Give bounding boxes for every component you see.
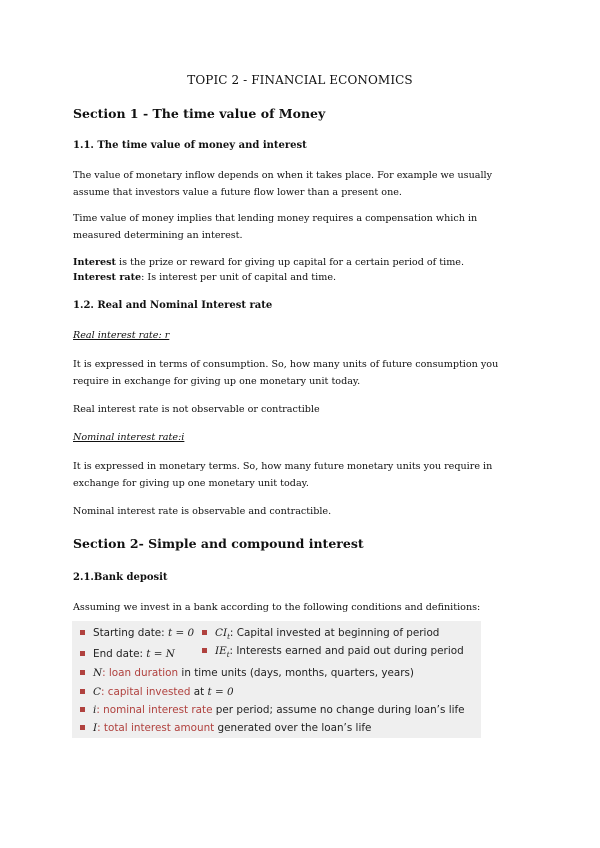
start-date-label: Starting date: xyxy=(93,627,165,639)
nominal-interest-label: Nominal interest rate:i xyxy=(73,432,185,443)
paragraph-monetary-inflow: The value of monetary inflow depends on when it takes place. For example we usually assume that investors value a future flow lower than a present one. xyxy=(73,170,493,198)
paragraph-nominal-rate: It is expressed in monetary terms. So, how many future monetary units you require in exchange for giving up one monetary unit today. xyxy=(73,461,493,489)
interest-rate-definition xyxy=(73,269,523,286)
bullet-square-icon xyxy=(202,630,207,635)
paragraph-nominal-observable: Nominal interest rate is observable and contractible. xyxy=(73,506,332,517)
interest-rate-term: Interest rate xyxy=(73,272,142,283)
interest-text: is the prize or reward for giving up capital for a certain period of time. xyxy=(116,257,465,268)
ie-text: : Interests earned and paid out during period xyxy=(229,645,464,657)
bullet-start-date xyxy=(80,627,194,639)
section1-2-heading: 1.2. Real and Nominal Interest rate xyxy=(73,300,273,311)
bullet-square-icon xyxy=(80,689,85,694)
i-math: i xyxy=(93,704,97,716)
total-i-text: generated over the loan’s life xyxy=(214,722,372,734)
total-i-math: I xyxy=(93,722,98,734)
ie-sub: t xyxy=(226,651,230,660)
bullet-square-icon xyxy=(80,707,85,712)
bullet-square-icon xyxy=(80,630,85,635)
end-date-math: t = N xyxy=(146,648,175,660)
page-title: TOPIC 2 - FINANCIAL ECONOMICS xyxy=(187,73,413,87)
section2-heading: Section 2- Simple and compound interest xyxy=(73,536,364,551)
c-text: at xyxy=(190,686,208,698)
c-tail-math: t = 0 xyxy=(207,686,234,698)
section1-1-heading: 1.1. The time value of money and interest xyxy=(73,140,307,151)
section2-1-heading: 2.1.Bank deposit xyxy=(73,572,168,583)
bullet-loan-duration xyxy=(80,667,414,679)
bullet-square-icon xyxy=(202,648,207,653)
real-interest-label: Real interest rate: r xyxy=(73,330,170,341)
n-math: N xyxy=(93,667,103,679)
bullet-capital-invested xyxy=(80,686,234,698)
definitions-slide-image xyxy=(72,621,481,738)
end-date-label: End date: xyxy=(93,648,143,660)
n-highlight: : loan duration xyxy=(102,667,179,679)
paragraph-real-rate: It is expressed in terms of consumption. So, how many units of future consumption you require in exchange for giving up one monetary unit today. xyxy=(73,359,499,387)
ci-math: CI xyxy=(215,627,228,639)
c-math: C xyxy=(93,686,101,698)
section1-heading: Section 1 - The time value of Money xyxy=(73,106,326,121)
paragraph-time-value: Time value of money implies that lending money requires a compensation which in measured determining an interest. xyxy=(73,213,478,241)
paragraph-bank-intro: Assuming we invest in a bank according to the following conditions and definitions: xyxy=(73,602,481,613)
bullet-square-icon xyxy=(80,670,85,675)
i-text: per period; assume no change during loan’s life xyxy=(212,704,465,716)
total-i-highlight: : total interest amount xyxy=(97,722,215,734)
interest-rate-text: : Is interest per unit of capital and time. xyxy=(141,272,337,283)
bullet-interests-earned xyxy=(202,645,464,659)
c-highlight: : capital invested xyxy=(100,686,191,698)
bullet-end-date xyxy=(80,648,175,660)
interest-term: Interest xyxy=(73,257,116,268)
bullet-square-icon xyxy=(80,725,85,730)
bullet-nominal-rate xyxy=(80,704,465,716)
n-text: in time units (days, months, quarters, years) xyxy=(178,667,414,679)
bullet-total-interest xyxy=(80,722,371,734)
ie-math: IE xyxy=(215,645,227,657)
bullet-capital-invested-period xyxy=(202,627,439,641)
bullet-square-icon xyxy=(80,651,85,656)
ci-sub: t xyxy=(227,633,230,642)
paragraph-real-not-observable: Real interest rate is not observable or contractible xyxy=(73,404,320,415)
start-date-math: t = 0 xyxy=(168,627,195,639)
i-highlight: : nominal interest rate xyxy=(96,704,213,716)
ci-text: : Capital invested at beginning of period xyxy=(229,627,440,639)
